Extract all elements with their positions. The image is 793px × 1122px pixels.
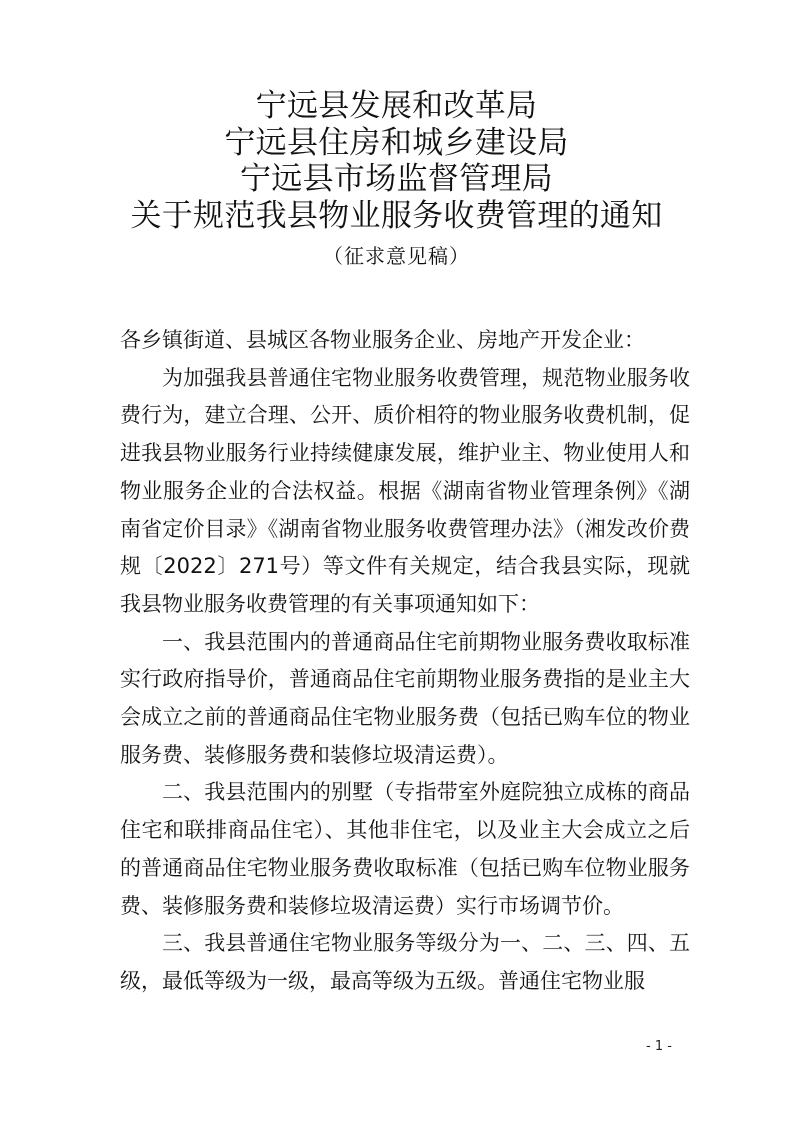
paragraph-item-1: 一、我县范围内的普通商品住宅前期物业服务费收取标准实行政府指导价，普通商品住宅前期物业服务费指的是业主大会成立之前的普通商品住宅物业服务费（包括已购车位的物业服务费、装修服务费和装修垃圾清运费）。 xyxy=(120,629,690,767)
paragraph-item-3: 三、我县普通住宅物业服务等级分为一、二、三、四、五级，最低等级为一级，最高等级为五级。普通住宅物业服 xyxy=(120,931,690,993)
page-number: - 1 - xyxy=(646,1039,672,1054)
document-title: 关于规范我县物业服务收费管理的通知 xyxy=(130,197,663,234)
document-body xyxy=(120,322,690,1001)
paragraph-item-2: 二、我县范围内的别墅（专指带室外庭院独立成栋的商品住宅和联排商品住宅）、其他非住宅，以及业主大会成立之后的普通商品住宅物业服务费收取标准（包括已购车位物业服务费、装修服务费和装修垃圾清运费）实行市场调节价。 xyxy=(120,780,690,918)
salutation: 各乡镇街道、县城区各物业服务企业、房地产开发企业： xyxy=(120,328,645,352)
issuer-line-2: 宁远县住房和城乡建设局 xyxy=(224,124,569,161)
document-subtitle: （征求意见稿） xyxy=(323,244,470,268)
paragraph-intro: 为加强我县普通住宅物业服务收费管理，规范物业服务收费行为，建立合理、公开、质价相符的物业服务收费机制，促进我县物业服务行业持续健康发展，维护业主、物业使用人和物业服务企业的合法权益。根据《湖南省物业管理条例》《湖南省定价目录》《湖南省物业服务收费管理办法》（湘发改价费规〔2022〕271号）等文件有关规定，结合我县实际，现就我县物业服务收费管理的有关事项通知如下： xyxy=(120,365,690,616)
issuer-line-3: 宁远县市场监督管理局 xyxy=(240,161,553,197)
issuer-line-1: 宁远县发展和改革局 xyxy=(255,88,538,124)
document-header xyxy=(0,88,793,269)
